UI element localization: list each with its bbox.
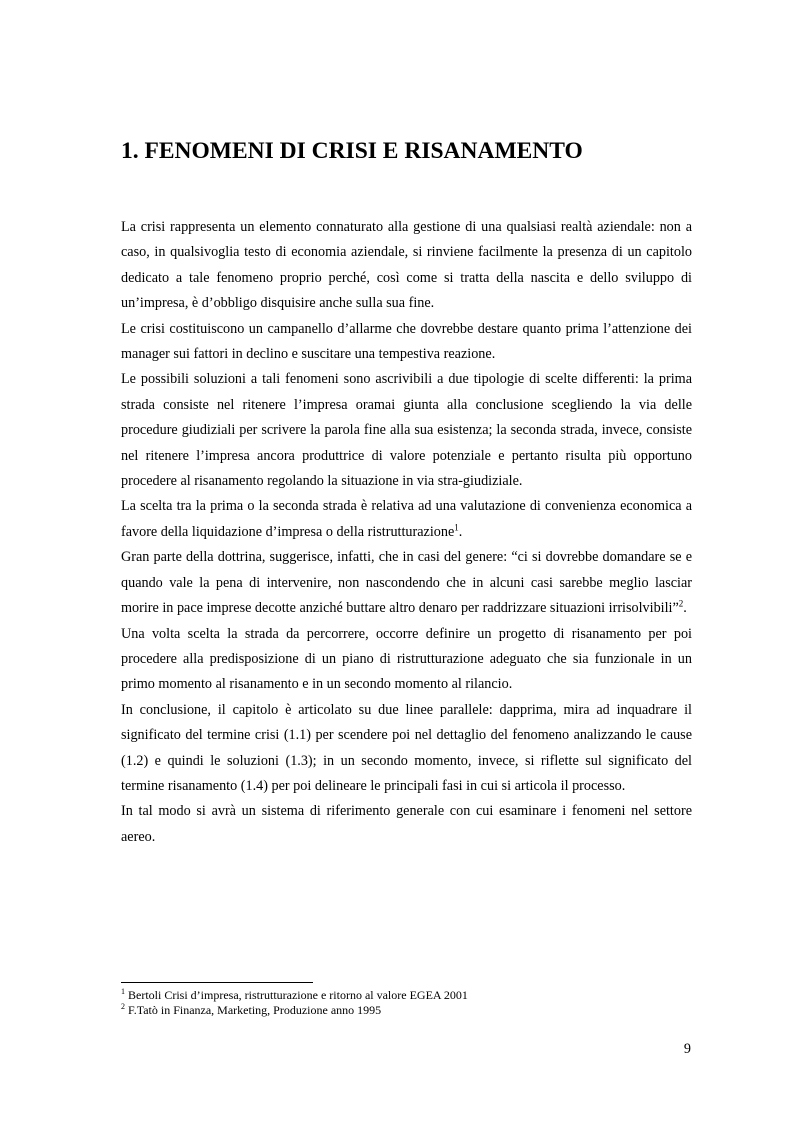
- footnote-1-number: 1: [121, 987, 125, 996]
- paragraph-closing: [121, 799, 692, 850]
- paragraph-project-text: Una volta scelta la strada da percorrere, occorre definire un progetto di risanamento per poi procedere alla predisposizione di un piano di ristrutturazione adeguato che sia funzionale in un primo momento al risanamento e in un secondo momento al rilancio.: [121, 625, 692, 693]
- footnote-1-text: Bertoli Crisi d’impresa, ristrutturazione e ritorno al valore EGEA 2001: [128, 988, 468, 1002]
- paragraph-closing-text: In tal modo si avrà un sistema di riferimento generale con cui esaminare i fenomeni nel settore aereo.: [121, 803, 692, 845]
- paragraph-conclusion: [121, 698, 692, 800]
- page-number: 9: [683, 1041, 691, 1057]
- paragraph-solutions-text: Le possibili soluzioni a tali fenomeni sono ascrivibili a due tipologie di scelte differenti: la prima strada consiste nel ritenere l’impresa oramai giunta alla conclusione scegliendo la via delle procedure giudiziali per scrivere la parola fine alla sua esistenza; la seconda strada, invece, consiste nel ritenere l’impresa ancora produttrice di valore potenziale e pertanto risulta più opportuno procedere al risanamento regolando la situazione in via stra-giudiziale.: [121, 371, 692, 490]
- paragraph-alarm: [121, 317, 692, 368]
- paragraph-doctrine-text: Gran parte della dottrina, suggerisce, infatti, che in casi del genere: “ci si dovrebbe domandare se e quando vale la pena di intervenire, non nascondendo che in alcuni casi sarebbe meglio lasciar morire in pace imprese decotte anziché buttare altro denaro per raddrizzare situazioni irrisolvibili”: [121, 549, 692, 617]
- paragraph-project: [121, 622, 692, 698]
- paragraph-conclusion-text: In conclusione, il capitolo è articolato su due linee parallele: dapprima, mira ad inquadrare il significato del termine crisi (1.1) per scendere poi nel dettaglio del fenomeno analizzando le cause (1.2) e quindi le soluzioni (1.3); in un secondo momento, invece, si riflette sul significato del termine risanamento (1.4) per poi delineare le principali fasi in cui si articola il processo.: [121, 701, 692, 794]
- paragraph-solutions: [121, 367, 692, 494]
- paragraph-alarm-text: Le crisi costituiscono un campanello d’allarme che dovrebbe destare quanto prima l’attenzione dei manager sui fattori in declino e suscitare una tempestiva reazione.: [121, 320, 692, 363]
- body-text: [121, 215, 692, 850]
- paragraph-choice-text: La scelta tra la prima o la seconda strada è relativa ad una valutazione di convenienza economica a favore della liquidazione d’impresa o della ristrutturazione: [121, 498, 692, 540]
- paragraph-doctrine: [121, 545, 692, 621]
- footnote-divider: [121, 982, 313, 983]
- paragraph-intro: [121, 215, 692, 317]
- paragraph-intro-text: La crisi rappresenta un elemento connaturato alla gestione di una qualsiasi realtà aziendale: non a caso, in qualsivoglia testo di economia aziendale, si rinviene facilmente la presenza di un capitolo dedicato a tale fenomeno proprio perché, così come si tratta della nascita e dello sviluppo di un’impresa, è d’obbligo disquisire anche sulla sua fine.: [121, 219, 692, 312]
- paragraph-choice: [121, 494, 692, 545]
- footnote-2-text: F.Tatò in Finanza, Marketing, Produzione anno 1995: [128, 1003, 382, 1017]
- footnote-ref-1[interactable]: 1: [454, 522, 459, 533]
- chapter-title: 1. FENOMENI DI CRISI E RISANAMENTO: [121, 138, 583, 164]
- footnote-ref-2[interactable]: 2: [678, 598, 684, 609]
- footnote-1: [121, 988, 692, 1003]
- footnotes: [121, 988, 692, 1018]
- paragraph-choice-end: .: [458, 523, 463, 540]
- footnote-2-number: 2: [121, 1002, 125, 1011]
- paragraph-doctrine-end: .: [683, 600, 687, 617]
- footnote-2: [121, 1003, 692, 1018]
